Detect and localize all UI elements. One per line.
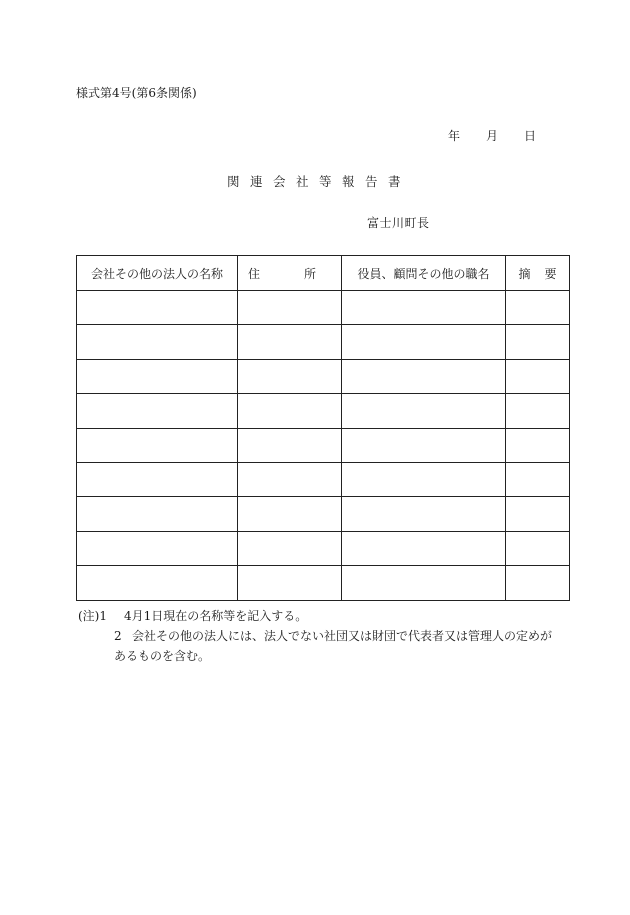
header-address	[238, 256, 342, 291]
cell-position[interactable]	[342, 325, 506, 359]
table-row	[77, 325, 570, 359]
cell-remarks[interactable]	[506, 359, 570, 393]
header-remarks-2: 要	[544, 266, 557, 281]
cell-position[interactable]	[342, 497, 506, 531]
header-remarks	[506, 256, 570, 291]
header-remarks-1: 摘	[518, 266, 531, 281]
table-row	[77, 291, 570, 325]
cell-address[interactable]	[238, 428, 342, 462]
cell-remarks[interactable]	[506, 531, 570, 565]
cell-remarks[interactable]	[506, 325, 570, 359]
table-body	[77, 291, 570, 601]
cell-position[interactable]	[342, 291, 506, 325]
cell-position[interactable]	[342, 428, 506, 462]
cell-company-name[interactable]	[77, 497, 238, 531]
addressee: 富士川町長	[367, 216, 430, 230]
note-item-2	[78, 626, 552, 646]
table-row	[77, 359, 570, 393]
cell-address[interactable]	[238, 359, 342, 393]
cell-company-name[interactable]	[77, 462, 238, 496]
header-position: 役員、顧問その他の職名	[342, 256, 506, 291]
cell-position[interactable]	[342, 566, 506, 600]
cell-address[interactable]	[238, 394, 342, 428]
cell-address[interactable]	[238, 497, 342, 531]
cell-company-name[interactable]	[77, 394, 238, 428]
cell-address[interactable]	[238, 462, 342, 496]
document-title: 関連会社等報告書	[227, 174, 412, 189]
note-label: (注)1	[78, 609, 107, 623]
cell-remarks[interactable]	[506, 462, 570, 496]
table-row	[77, 428, 570, 462]
cell-company-name[interactable]	[77, 531, 238, 565]
cell-company-name[interactable]	[77, 428, 238, 462]
header-address-1: 住	[248, 266, 261, 281]
cell-remarks[interactable]	[506, 566, 570, 600]
notes	[78, 606, 552, 666]
note-item-2-text: 会社その他の法人には、法人でない社団又は財団で代表者又は管理人の定めが	[132, 629, 553, 643]
cell-address[interactable]	[238, 325, 342, 359]
year-label: 年	[448, 129, 461, 143]
table-header-row	[77, 256, 570, 291]
table-row	[77, 394, 570, 428]
cell-remarks[interactable]	[506, 394, 570, 428]
table-row	[77, 462, 570, 496]
header-company-name: 会社その他の法人の名称	[77, 256, 238, 291]
header-address-2: 所	[304, 266, 317, 281]
cell-address[interactable]	[238, 566, 342, 600]
cell-remarks[interactable]	[506, 428, 570, 462]
table-row	[77, 531, 570, 565]
form-number: 様式第4号(第6条関係)	[76, 86, 197, 100]
cell-position[interactable]	[342, 394, 506, 428]
report-table	[76, 255, 570, 601]
cell-position[interactable]	[342, 359, 506, 393]
day-label: 日	[524, 129, 537, 143]
note-item-2-continued: あるものを含む。	[114, 649, 211, 663]
table-row	[77, 497, 570, 531]
month-label: 月	[486, 129, 499, 143]
table-row	[77, 566, 570, 600]
cell-address[interactable]	[238, 291, 342, 325]
cell-position[interactable]	[342, 531, 506, 565]
cell-company-name[interactable]	[77, 359, 238, 393]
cell-remarks[interactable]	[506, 291, 570, 325]
cell-company-name[interactable]	[77, 325, 238, 359]
cell-address[interactable]	[238, 531, 342, 565]
cell-company-name[interactable]	[77, 291, 238, 325]
cell-position[interactable]	[342, 462, 506, 496]
note-item-2-number: 2	[114, 629, 122, 643]
cell-company-name[interactable]	[77, 566, 238, 600]
note-item-1-text: 4月1日現在の名称等を記入する。	[124, 609, 308, 623]
date-line	[448, 127, 536, 144]
cell-remarks[interactable]	[506, 497, 570, 531]
note-item-1	[78, 606, 552, 626]
